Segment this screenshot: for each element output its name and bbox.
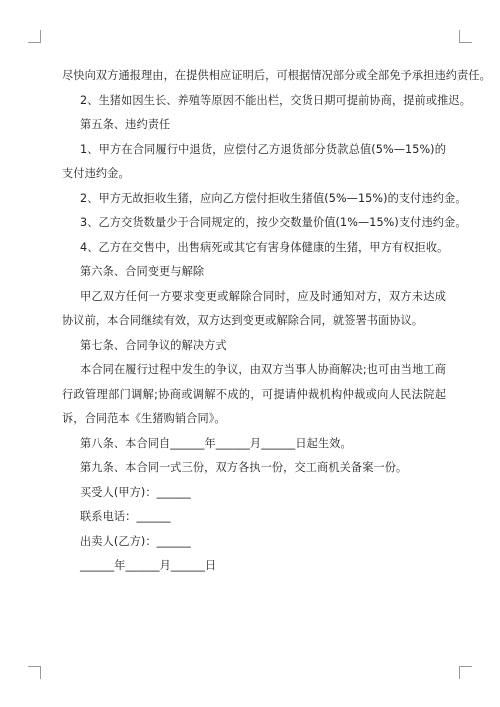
clause-2-delivery-date: 2、生猪如因生长、养殖等原因不能出栏，交货日期可提前协商，提前或推迟。 — [80, 93, 471, 107]
article-9-copies: 第九条、本合同一式三份，双方各执一份，交工商机关备案一份。 — [80, 461, 408, 474]
contact-phone-line: 联系电话：______ — [80, 510, 171, 523]
seller-signature-line: 出卖人(乙方)：______ — [80, 534, 191, 548]
paragraph-continuation: 尽快向双方通报理由，在提供相应证明后，可根据情况部分或全部免予承担违约责任。 — [62, 69, 491, 82]
article-5-heading: 第五条、违约责任 — [80, 118, 171, 131]
article-7-heading: 第七条、合同争议的解决方式 — [80, 338, 227, 352]
clause-4-diseased-pigs: 4、乙方在交售中，出售病死或其它有害身体健康的生猪，甲方有权拒收。 — [80, 240, 449, 254]
clause-2-rejection-penalty: 2、甲方无故拒收生猪，应向乙方偿付拒收生猪值(5%—15%)的支付违约金。 — [80, 191, 467, 205]
buyer-signature-line: 买受人(甲方)：______ — [80, 485, 191, 499]
clause-1-return-penalty: 1、甲方在合同履行中退货，应偿付乙方退货部分货款总值(5%—15%)的支付违约金。 — [62, 142, 446, 180]
clause-3-shortage-penalty: 3、乙方交货数量少于合同规定的，按少交数量价值(1%—15%)支付违约金。 — [80, 216, 467, 229]
article-6-heading: 第六条、合同变更与解除 — [80, 265, 205, 278]
crop-mark-top-right — [459, 30, 472, 43]
crop-mark-bottom-left — [28, 666, 41, 679]
article-7-body: 本合同在履行过程中发生的争议，由双方当事人协商解决;也可由当地工商行政管理部门调解;协商或调解不成的，可提请仲裁机构仲裁或向人民法院起诉，合同范本《生猪购销合同》。 — [62, 363, 446, 425]
signing-date-line: ______年______月______日 — [80, 559, 217, 572]
crop-mark-top-left — [28, 30, 41, 43]
article-6-body: 甲乙双方任何一方要求变更或解除合同时，应及时通知对方，双方未达成协议前，本合同继续有效，双方达到变更或解除合同，就签署书面协议。 — [62, 289, 446, 327]
crop-mark-bottom-right — [459, 666, 472, 679]
article-8-effective-date: 第八条、本合同自______年______月______日起生效。 — [80, 436, 352, 450]
document-body — [62, 64, 491, 579]
